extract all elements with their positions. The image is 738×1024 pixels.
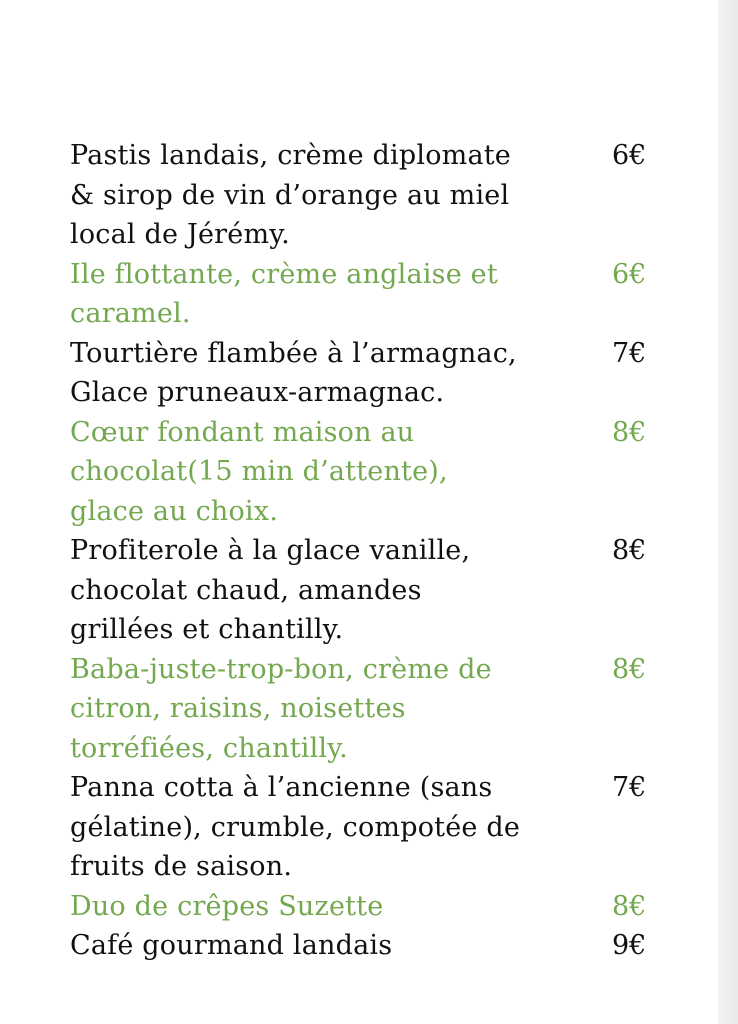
menu-item (70, 334, 670, 413)
menu-item-description: Tourtière flambée à l’armagnac, Glace pruneaux-armagnac. (70, 337, 517, 408)
page-edge (718, 0, 738, 1024)
menu-item-description: Panna cotta à l’ancienne (sans gélatine), crumble, compotée de fruits de saison. (70, 772, 520, 882)
menu-item-description: Cœur fondant maison au chocolat(15 min d’attente), glace au choix. (70, 416, 448, 527)
menu-item-description: Pastis landais, crème diplomate & sirop de vin d’orange au miel local de Jérémy. (70, 140, 511, 250)
menu-item-price: 8€ (612, 890, 647, 922)
menu-item-description: Profiterole à la glace vanille, chocolat chaud, amandes grillées et chantilly. (70, 535, 471, 645)
menu-item-description: Baba-juste-trop-bon, crème de citron, raisins, noisettes torréfiées, chantilly. (70, 653, 492, 764)
menu-item-price: 6€ (612, 258, 647, 290)
menu-item-price: 8€ (612, 653, 647, 685)
menu-item (70, 255, 670, 334)
menu-item (70, 650, 670, 769)
menu-item (70, 768, 670, 887)
menu-item-price: 7€ (612, 772, 647, 803)
menu-item (70, 136, 670, 255)
menu-item-price: 9€ (612, 930, 647, 961)
dessert-menu (70, 136, 670, 966)
menu-item-description: Café gourmand landais (70, 930, 393, 961)
menu-item (70, 413, 670, 532)
menu-item-price: 8€ (612, 416, 647, 448)
menu-item (70, 926, 670, 966)
menu-item-price: 7€ (612, 337, 647, 369)
menu-item (70, 531, 670, 650)
menu-item (70, 887, 670, 927)
menu-item-description: Ile flottante, crème anglaise et caramel. (70, 258, 498, 329)
menu-item-price: 6€ (612, 140, 647, 171)
menu-item-description: Duo de crêpes Suzette (70, 890, 384, 922)
menu-item-price: 8€ (612, 535, 647, 566)
